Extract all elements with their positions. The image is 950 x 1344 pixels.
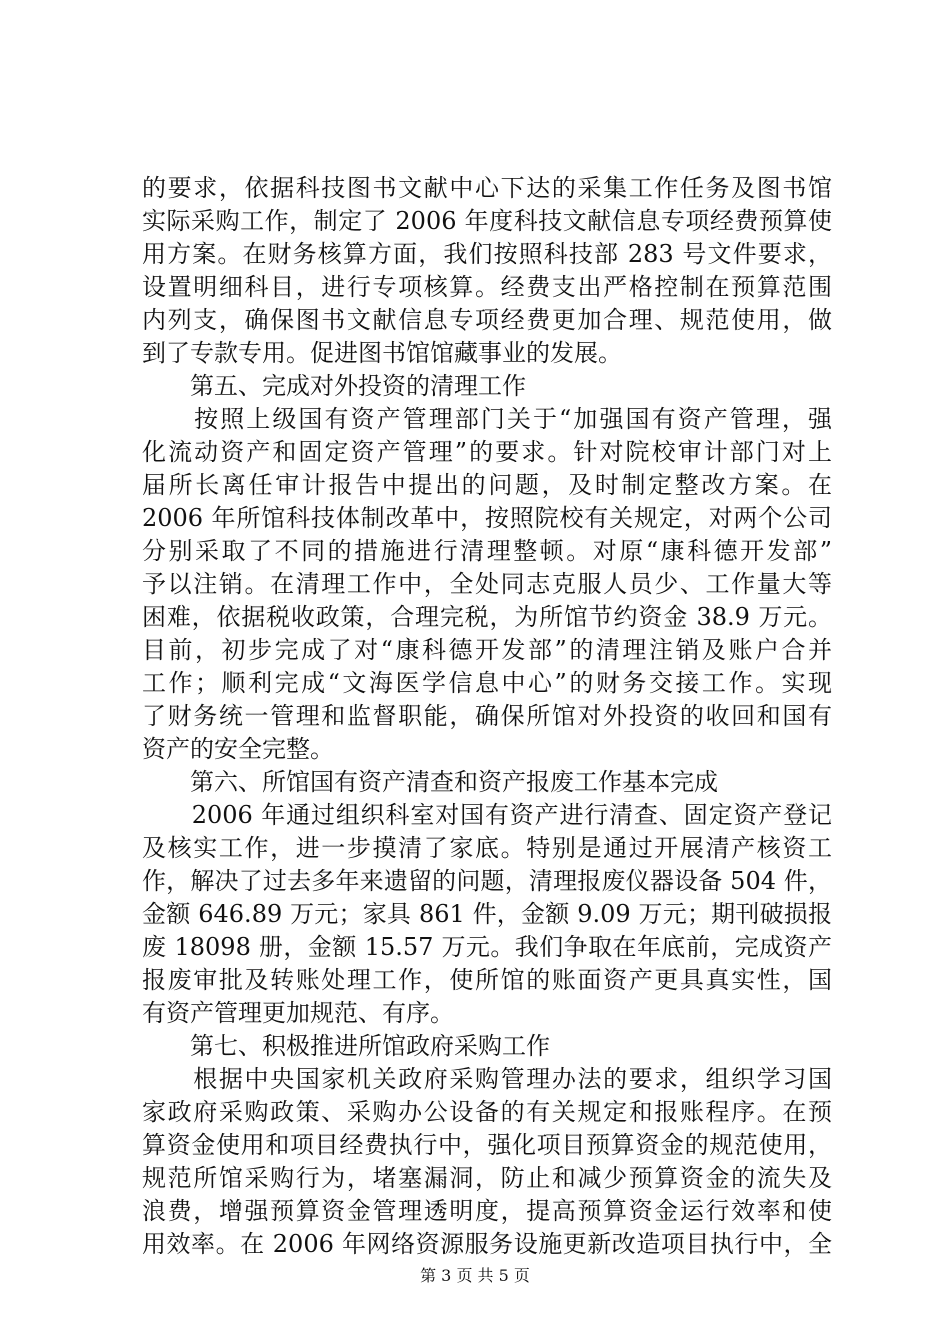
text-line: 届所长离任审计报告中提出的问题，及时制定整改方案。在 — [142, 471, 832, 499]
text-line: 用方案。在财务核算方面，我们按照科技部 283 号文件要求， — [142, 240, 832, 268]
text-line: 按照上级国有资产管理部门关于“加强国有资产管理，强 — [142, 405, 832, 433]
text-line: 有资产管理更加规范、有序。 — [142, 999, 454, 1027]
text-line: 及核实工作，进一步摸清了家底。特别是通过开展清产核资工 — [142, 834, 832, 862]
document-body — [142, 172, 832, 1261]
text-line: 作，解决了过去多年来遗留的问题，清理报废仪器设备 504 件， — [142, 867, 832, 895]
text-line: 2006 年通过组织科室对国有资产进行清查、固定资产登记 — [142, 801, 832, 829]
section-heading: 第六、所馆国有资产清查和资产报废工作基本完成 — [142, 768, 718, 796]
text-line: 目前，初步完成了对“康科德开发部”的清理注销及账户合并 — [142, 636, 832, 664]
text-line: 实际采购工作，制定了 2006 年度科技文献信息专项经费预算使 — [142, 207, 832, 235]
text-line: 设置明细科目，进行专项核算。经费支出严格控制在预算范围 — [142, 273, 832, 301]
text-line: 困难，依据税收政策，合理完税，为所馆节约资金 38.9 万元。 — [142, 603, 832, 631]
text-line: 家政府采购政策、采购办公设备的有关规定和报账程序。在预 — [142, 1098, 832, 1126]
text-line: 了财务统一管理和监督职能，确保所馆对外投资的收回和国有 — [142, 702, 832, 730]
text-line: 到了专款专用。促进图书馆馆藏事业的发展。 — [142, 339, 622, 367]
text-line: 2006 年所馆科技体制改革中，按照院校有关规定，对两个公司 — [142, 504, 832, 532]
text-line: 分别采取了不同的措施进行清理整顿。对原“康科德开发部” — [142, 537, 832, 565]
text-line: 化流动资产和固定资产管理”的要求。针对院校审计部门对上 — [142, 438, 832, 466]
text-line: 的要求，依据科技图书文献中心下达的采集工作任务及图书馆 — [142, 174, 832, 202]
section-heading: 第五、完成对外投资的清理工作 — [142, 372, 526, 400]
text-line: 内列支，确保图书文献信息专项经费更加合理、规范使用，做 — [142, 306, 832, 334]
text-line: 工作；顺利完成“文海医学信息中心”的财务交接工作。实现 — [142, 669, 832, 697]
text-line: 予以注销。在清理工作中，全处同志克服人员少、工作量大等 — [142, 570, 832, 598]
text-line: 浪费，增强预算资金管理透明度，提高预算资金运行效率和使 — [142, 1197, 832, 1225]
page-footer: 第 3 页 共 5 页 — [420, 1266, 530, 1285]
text-line: 用效率。在 2006 年网络资源服务设施更新改造项目执行中，全 — [142, 1230, 832, 1258]
section-heading: 第七、积极推进所馆政府采购工作 — [142, 1032, 550, 1060]
text-line: 根据中央国家机关政府采购管理办法的要求，组织学习国 — [142, 1065, 832, 1093]
text-line: 算资金使用和项目经费执行中，强化项目预算资金的规范使用， — [142, 1131, 832, 1159]
text-line: 金额 646.89 万元；家具 861 件，金额 9.09 万元；期刊破损报 — [142, 900, 832, 928]
text-line: 报废审批及转账处理工作，使所馆的账面资产更具真实性，国 — [142, 966, 832, 994]
text-line: 资产的安全完整。 — [142, 735, 334, 763]
text-line: 规范所馆采购行为，堵塞漏洞，防止和减少预算资金的流失及 — [142, 1164, 832, 1192]
text-line: 废 18098 册，金额 15.57 万元。我们争取在年底前，完成资产 — [142, 933, 832, 961]
